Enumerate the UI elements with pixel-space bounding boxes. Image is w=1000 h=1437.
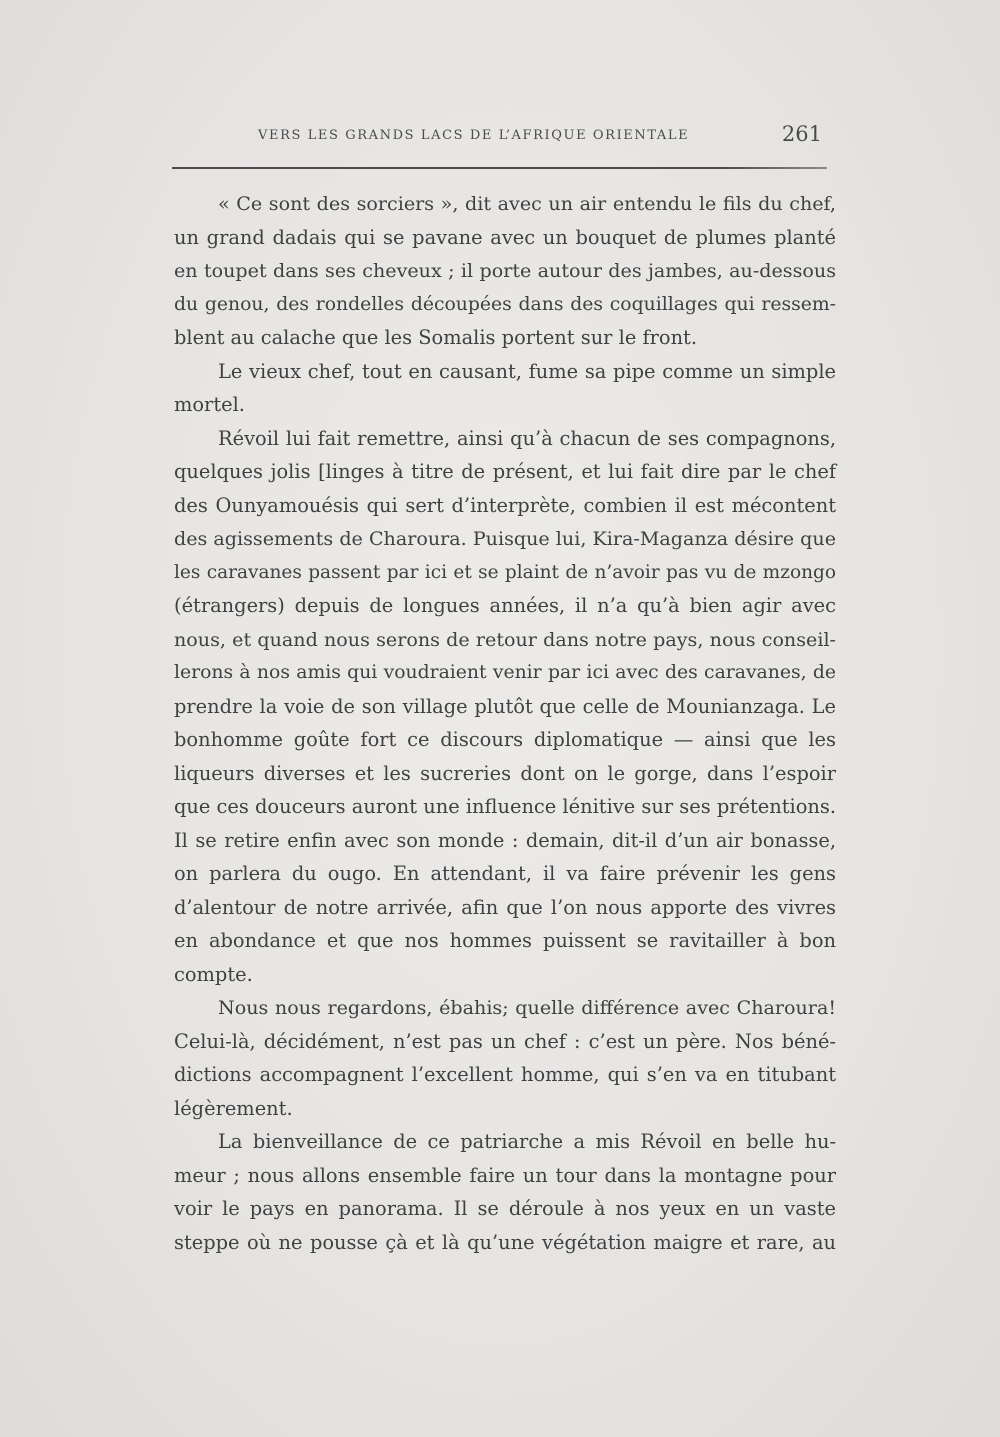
paragraph-5 bbox=[174, 1125, 836, 1259]
text-line: meur ; nous allons ensemble faire un tour dans la montagne pour bbox=[174, 1163, 836, 1187]
text-line: quelques jolis [linges à titre de présent, et lui fait dire par le chef bbox=[174, 460, 836, 483]
text-line: blent au calache que les Somalis portent sur le front. bbox=[174, 326, 698, 349]
body-text bbox=[174, 187, 836, 1259]
text-line: (étrangers) depuis de longues années, il n’a qu’à bien agir avec bbox=[174, 594, 836, 617]
text-line: Nous nous regardons, ébahis; quelle différence avec Charoura! bbox=[218, 996, 836, 1019]
paragraph-2 bbox=[174, 355, 836, 422]
text-line: les caravanes passent par ici et se plaint de n’avoir pas vu de mzongo bbox=[174, 561, 836, 583]
text-line: d’alentour de notre arrivée, afin que l’on nous apporte des vivres bbox=[174, 895, 836, 919]
text-line: Révoil lui fait remettre, ainsi qu’à chacun de ses compagnons, bbox=[218, 426, 836, 450]
text-line: que ces douceurs auront une influence lénitive sur ses prétentions. bbox=[174, 795, 836, 818]
page-number: 261 bbox=[781, 122, 822, 146]
header-rule bbox=[172, 167, 827, 169]
text-line: La bienveillance de ce patriarche a mis Révoil en belle hu- bbox=[218, 1130, 836, 1153]
text-line: steppe où ne pousse çà et là qu’une végétation maigre et rare, au bbox=[174, 1230, 836, 1254]
text-line: bonhomme goûte fort ce discours diplomatique — ainsi que les bbox=[174, 728, 836, 751]
running-head bbox=[172, 124, 832, 154]
text-line: des agissements de Charoura. Puisque lui, Kira-Maganza désire que bbox=[174, 527, 836, 550]
paragraph-4 bbox=[174, 991, 836, 1125]
text-line: voir le pays en panorama. Il se déroule à nos yeux en un vaste bbox=[174, 1197, 836, 1220]
running-title: VERS LES GRANDS LACS DE L’AFRIQUE ORIENTALE bbox=[258, 128, 690, 143]
text-line: mortel. bbox=[174, 393, 245, 416]
text-line: en abondance et que nos hommes puissent se ravitailler à bon bbox=[174, 929, 836, 952]
paragraph-3 bbox=[174, 422, 836, 992]
text-line: un grand dadais qui se pavane avec un bouquet de plumes planté bbox=[174, 225, 836, 249]
text-line: dictions accompagnent l’excellent homme, qui s’en va en titubant bbox=[174, 1063, 836, 1086]
text-line: lerons à nos amis qui voudraient venir par ici avec des caravanes, de bbox=[174, 662, 836, 683]
paragraph-1 bbox=[174, 187, 836, 355]
text-line: on parlera du ougo. En attendant, il va faire prévenir les gens bbox=[174, 862, 836, 885]
text-line: en toupet dans ses cheveux ; il porte autour des jambes, au-dessous bbox=[174, 259, 836, 282]
text-line: nous, et quand nous serons de retour dans notre pays, nous conseil- bbox=[174, 627, 836, 651]
text-line: Il se retire enfin avec son monde : demain, dit-il d’un air bonasse, bbox=[174, 828, 836, 852]
text-line: compte. bbox=[174, 962, 253, 986]
text-line: légèrement. bbox=[174, 1096, 293, 1120]
text-line: prendre la voie de son village plutôt que celle de Mounianzaga. Le bbox=[174, 694, 836, 718]
text-line: Celui-là, décidément, n’est pas un chef : c’est un père. Nos béné- bbox=[174, 1029, 836, 1053]
text-line: des Ounyamouésis qui sert d’interprète, combien il est mécontent bbox=[174, 493, 836, 517]
text-line: « Ce sont des sorciers », dit avec un air entendu le fils du chef, bbox=[218, 192, 836, 215]
text-line: du genou, des rondelles découpées dans des coquillages qui ressem- bbox=[174, 293, 836, 315]
text-line: Le vieux chef, tout en causant, fume sa pipe comme un simple bbox=[218, 359, 836, 383]
text-line: liqueurs diverses et les sucreries dont on le gorge, dans l’espoir bbox=[174, 761, 836, 785]
